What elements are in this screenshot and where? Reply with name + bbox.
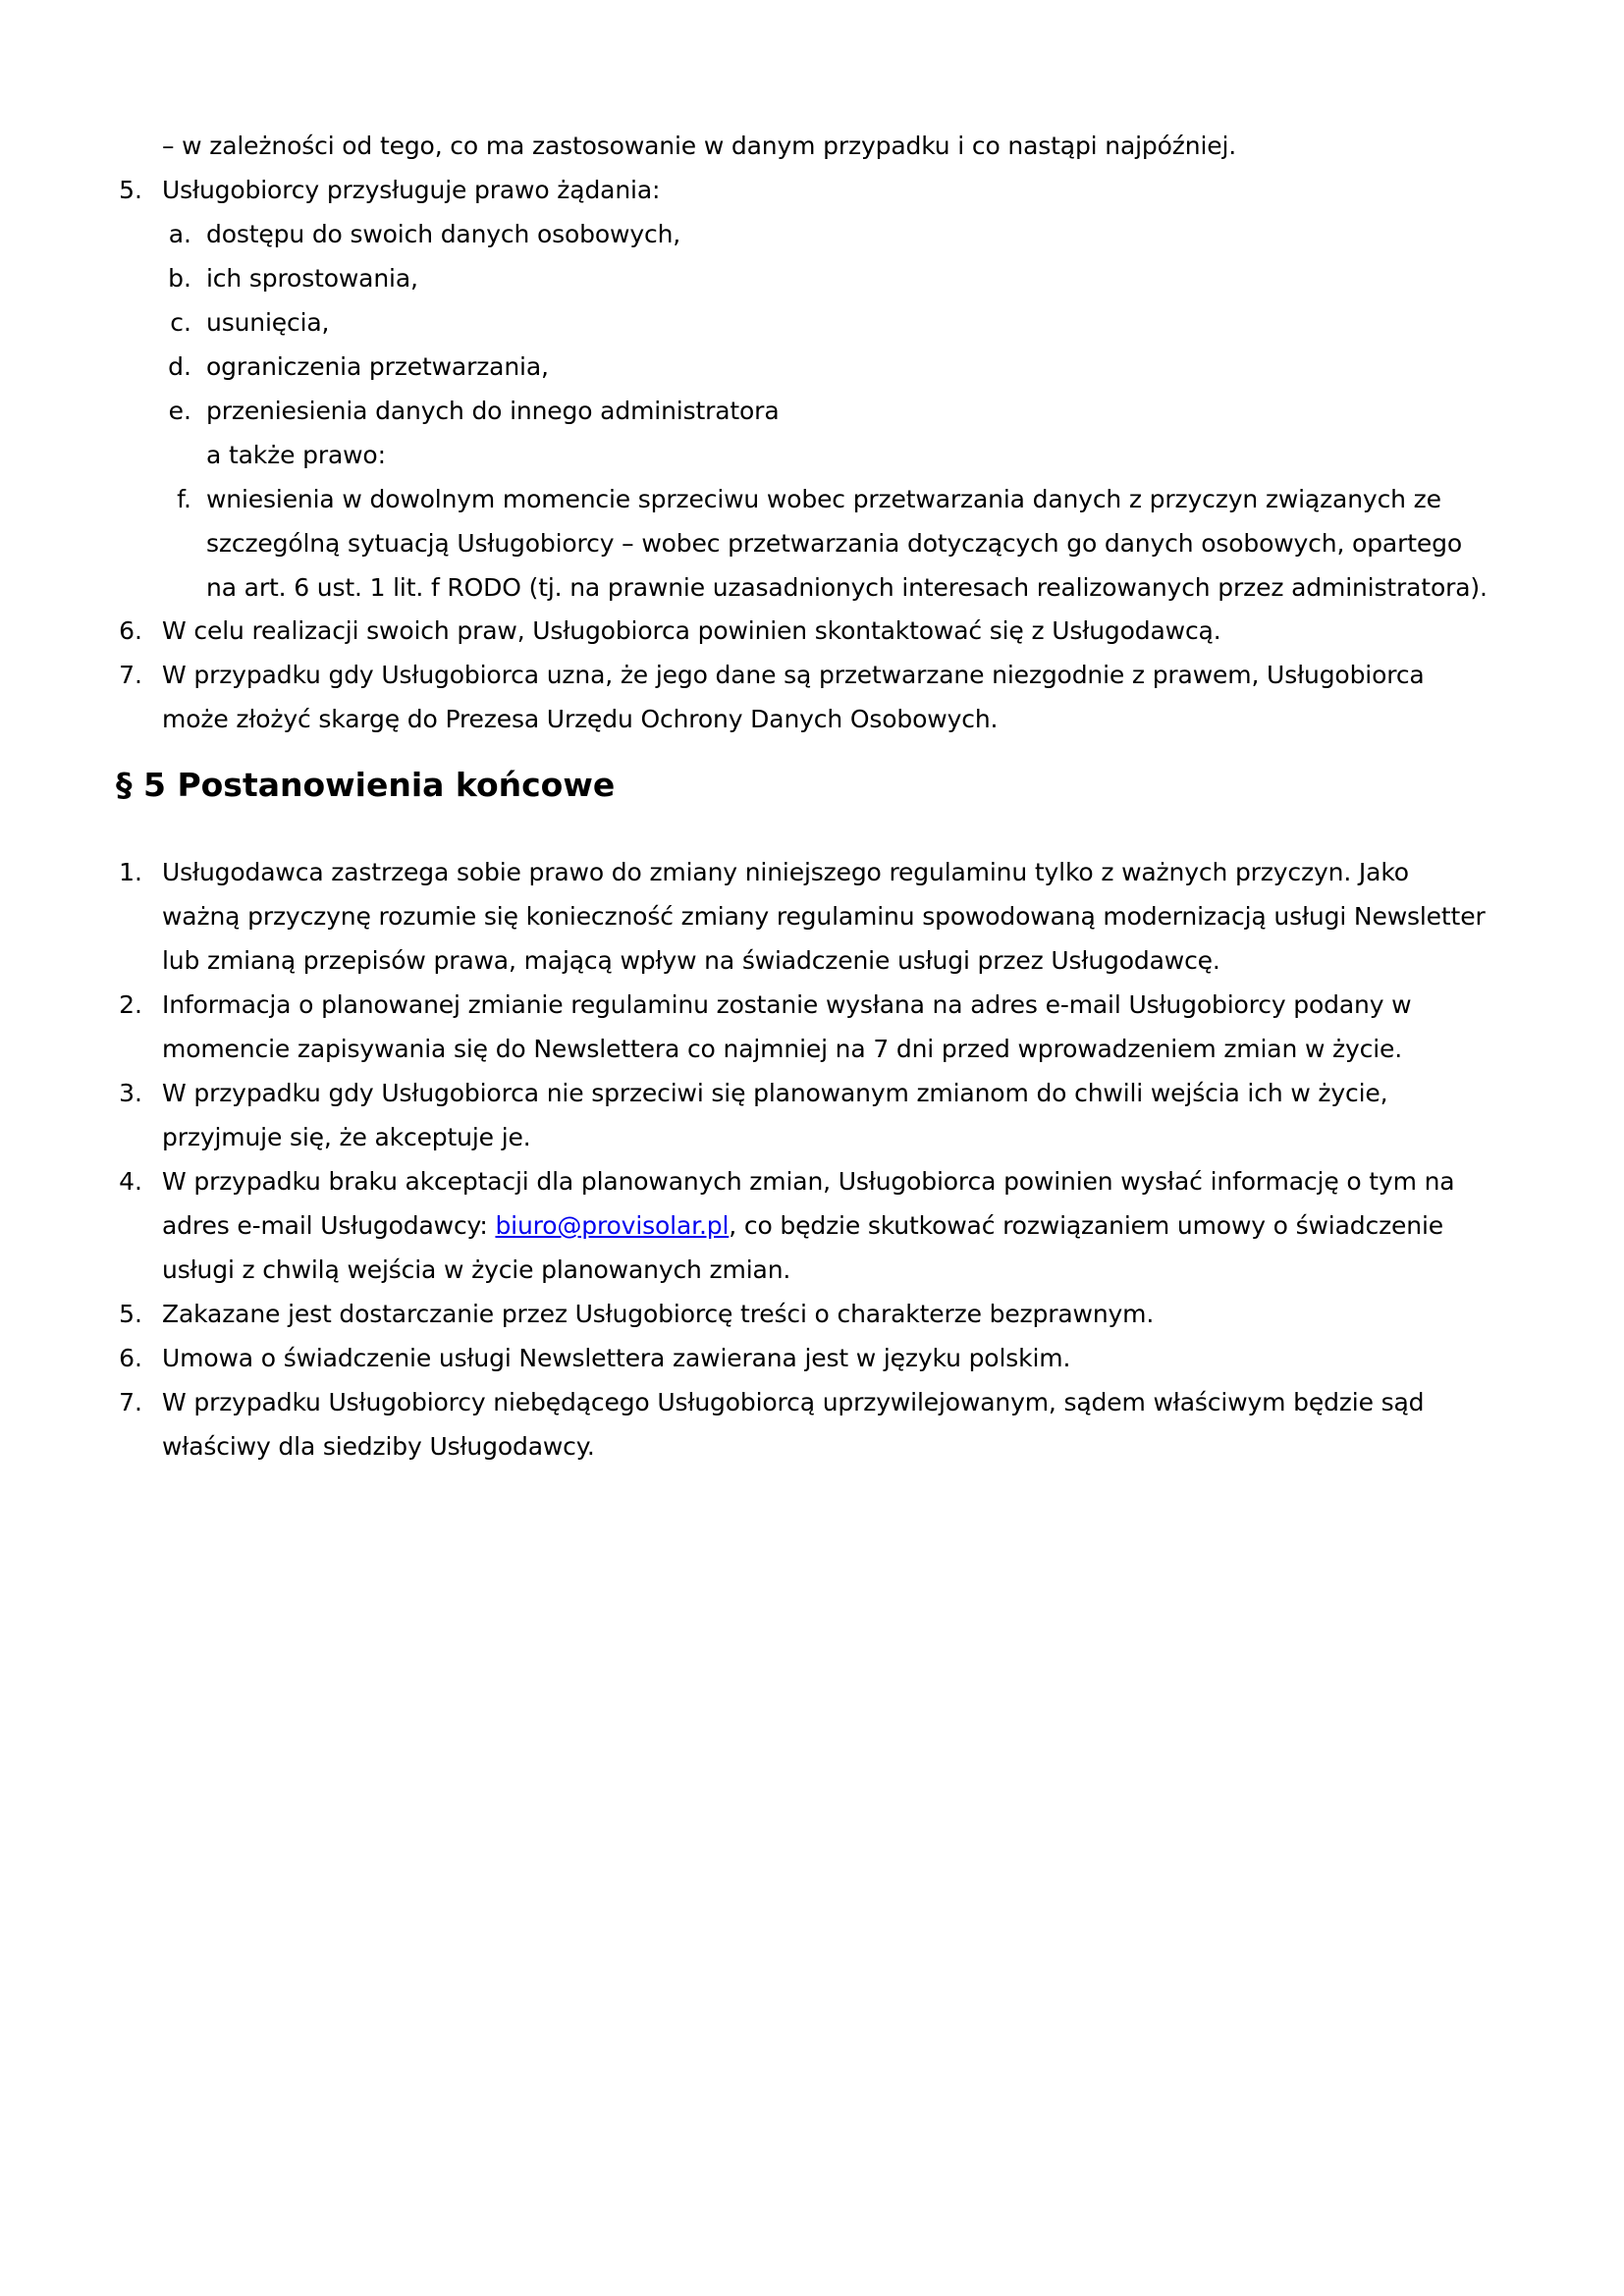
- list-item-text-part: , co będzie skutkować rozwiązaniem umowy o świadczenie: [729, 1211, 1444, 1240]
- list-marker: 2.: [119, 990, 142, 1019]
- sublist-marker: a.: [168, 220, 191, 248]
- sublist-marker: b.: [168, 264, 191, 293]
- continuation-text: – w zależności od tego, co ma zastosowanie w danym przypadku i co nastąpi najpóźniej.: [162, 132, 1237, 160]
- section-heading: § 5 Postanowienia końcowe: [116, 766, 616, 804]
- list-item-text: Informacja o planowanej zmianie regulaminu zostanie wysłana na adres e-mail Usługobiorcy podany w: [162, 990, 1412, 1019]
- sublist-item-text: usunięcia,: [206, 308, 330, 337]
- list-marker: 5.: [119, 176, 142, 204]
- sublist-marker: e.: [168, 397, 191, 425]
- sublist-item-text: na art. 6 ust. 1 lit. f RODO (tj. na prawnie uzasadnionych interesach realizowanych przez administratora).: [206, 573, 1488, 602]
- list-item-text: przyjmuje się, że akceptuje je.: [162, 1123, 531, 1151]
- list-item-text: ważną przyczynę rozumie się konieczność zmiany regulaminu spowodowaną modernizacją usługi Newsletter: [162, 902, 1486, 931]
- sublist-item-text: ograniczenia przetwarzania,: [206, 352, 549, 381]
- list-marker: 3.: [119, 1079, 142, 1107]
- list-item-text: W przypadku Usługobiorcy niebędącego Usługobiorcą uprzywilejowanym, sądem właściwym będzie sąd: [162, 1388, 1425, 1416]
- email-link[interactable]: biuro@provisolar.pl: [495, 1211, 730, 1240]
- list-item-text: W przypadku gdy Usługobiorca uzna, że jego dane są przetwarzane niezgodnie z prawem, Usługobiorca: [162, 661, 1425, 689]
- list-item-text: [162, 1203, 1443, 1248]
- list-item-text: W przypadku gdy Usługobiorca nie sprzeciwi się planowanym zmianom do chwili wejścia ich w życie,: [162, 1079, 1388, 1107]
- sublist-marker: d.: [168, 352, 191, 381]
- sublist-item-text: przeniesienia danych do innego administratora: [206, 397, 780, 425]
- list-item-text: Usługodawca zastrzega sobie prawo do zmiany niniejszego regulaminu tylko z ważnych przyczyn. Jako: [162, 858, 1409, 886]
- list-item-text: Umowa o świadczenie usługi Newslettera zawierana jest w języku polskim.: [162, 1344, 1071, 1372]
- list-marker: 1.: [119, 858, 142, 886]
- sublist-item-text: szczególną sytuacją Usługobiorcy – wobec przetwarzania dotyczących go danych osobowych, opartego: [206, 529, 1462, 558]
- list-item-text: Usługobiorcy przysługuje prawo żądania:: [162, 176, 661, 204]
- sublist-item-text: dostępu do swoich danych osobowych,: [206, 220, 681, 248]
- list-item-text-part: adres e-mail Usługodawcy:: [162, 1211, 496, 1240]
- sublist-marker: f.: [177, 485, 191, 513]
- list-marker: 7.: [119, 661, 142, 689]
- list-marker: 7.: [119, 1388, 142, 1416]
- list-marker: 6.: [119, 1344, 142, 1372]
- list-marker: 6.: [119, 616, 142, 645]
- list-item-text: W przypadku braku akceptacji dla planowanych zmian, Usługobiorca powinien wysłać informację o tym na: [162, 1167, 1455, 1196]
- list-item-text: może złożyć skargę do Prezesa Urzędu Ochrony Danych Osobowych.: [162, 705, 999, 733]
- sublist-item-text: wniesienia w dowolnym momencie sprzeciwu wobec przetwarzania danych z przyczyn związanych ze: [206, 485, 1441, 513]
- list-item-text: usługi z chwilą wejścia w życie planowanych zmian.: [162, 1255, 791, 1284]
- list-item-text: właściwy dla siedziby Usługodawcy.: [162, 1432, 595, 1461]
- list-item-text: Zakazane jest dostarczanie przez Usługobiorcę treści o charakterze bezprawnym.: [162, 1300, 1155, 1328]
- list-marker: 5.: [119, 1300, 142, 1328]
- list-item-text: momencie zapisywania się do Newslettera co najmniej na 7 dni przed wprowadzeniem zmian w życie.: [162, 1035, 1403, 1063]
- sublist-also-text: a także prawo:: [206, 441, 386, 469]
- sublist-item-text: ich sprostowania,: [206, 264, 418, 293]
- sublist-marker: c.: [170, 308, 191, 337]
- list-item-text: lub zmianą przepisów prawa, mającą wpływ na świadczenie usługi przez Usługodawcę.: [162, 946, 1220, 975]
- list-marker: 4.: [119, 1167, 142, 1196]
- list-item-text: W celu realizacji swoich praw, Usługobiorca powinien skontaktować się z Usługodawcą.: [162, 616, 1221, 645]
